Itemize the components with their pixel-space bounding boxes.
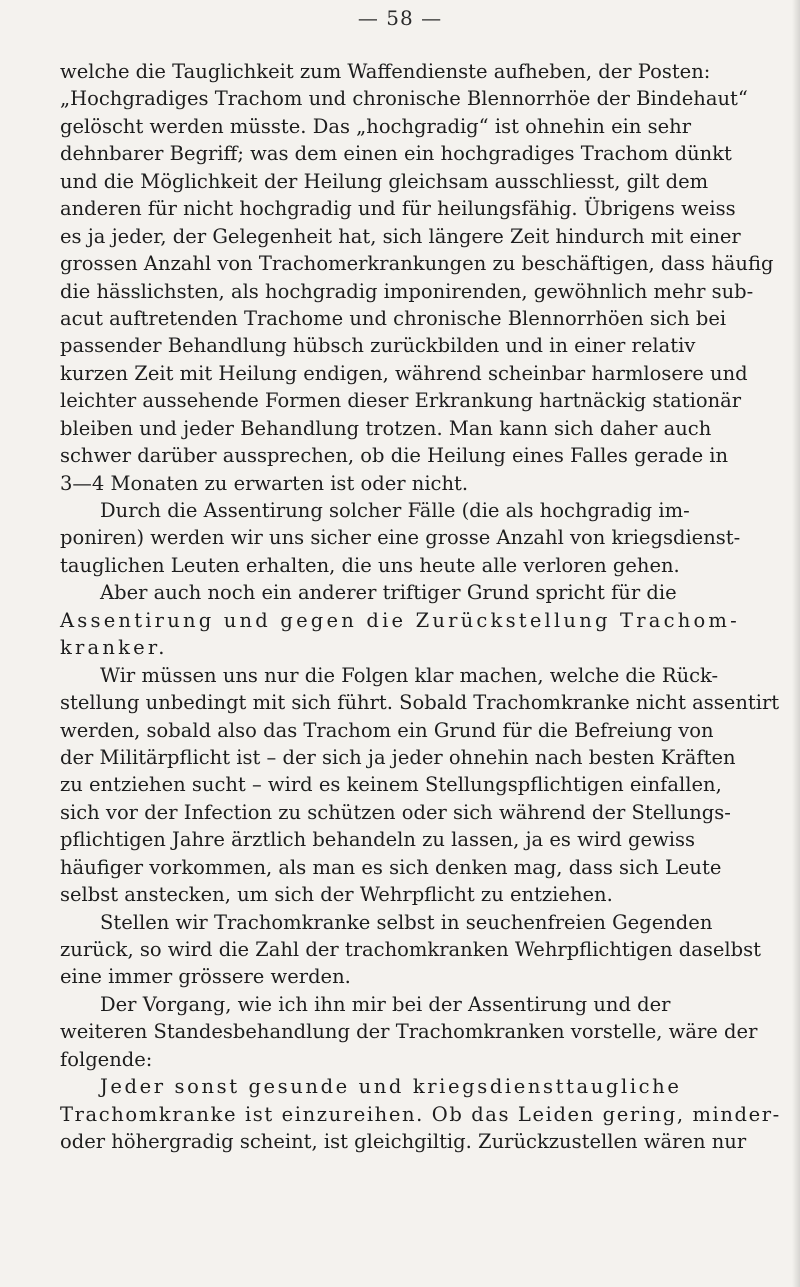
text-line: bleiben und jeder Behandlung trotzen. Man kann sich daher auch — [60, 416, 712, 440]
text-line: eine immer grössere werden. — [60, 965, 351, 989]
text-line: stellung unbedingt mit sich führt. Sobald Trachomkranke nicht assentirt — [60, 691, 780, 715]
spaced-emphasis-line: kranker. — [60, 636, 168, 660]
text-line: oder höhergradig scheint, ist gleichgiltig. Zurückzustellen wären nur — [60, 1130, 747, 1154]
text-line: „Hochgradiges Trachom und chronische Blennorrhöe der Bindehaut“ — [60, 87, 748, 111]
text-line: pflichtigen Jahre ärztlich behandeln zu lassen, ja es wird gewiss — [60, 828, 696, 852]
text-line: und die Möglichkeit der Heilung gleichsam ausschliesst, gilt dem — [60, 169, 709, 193]
spaced-emphasis-line: Jeder sonst gesunde und kriegsdiensttaugliche — [100, 1075, 682, 1099]
text-line: anderen für nicht hochgradig und für heilungsfähig. Übrigens weiss — [60, 197, 736, 221]
text-line: 3—4 Monaten zu erwarten ist oder nicht. — [60, 471, 469, 495]
text-line: zu entziehen sucht – wird es keinem Stellungspflichtigen einfallen, — [60, 773, 722, 797]
page-number: — 58 — — [357, 6, 443, 30]
paragraph-start-line: Stellen wir Trachomkranke selbst in seuchenfreien Gegenden — [100, 910, 713, 934]
text-line: tauglichen Leuten erhalten, die uns heute alle verloren gehen. — [60, 553, 680, 577]
text-line: schwer darüber aussprechen, ob die Heilung eines Falles gerade in — [60, 444, 729, 468]
text-line: leichter aussehende Formen dieser Erkrankung hartnäckig stationär — [60, 389, 742, 413]
paragraph-start-line: Wir müssen uns nur die Folgen klar machen, welche die Rück- — [100, 663, 719, 687]
text-line: häufiger vorkommen, als man es sich denken mag, dass sich Leute — [60, 855, 722, 879]
text-line: werden, sobald also das Trachom ein Grund für die Befreiung von — [60, 718, 714, 742]
text-line: sich vor der Infection zu schützen oder sich während der Stellungs- — [60, 800, 731, 824]
paragraph-start-line: Durch die Assentirung solcher Fälle (die als hochgradig im- — [100, 499, 690, 522]
text-line: gelöscht werden müsste. Das „hochgradig“ ist ohnehin ein sehr — [60, 114, 692, 138]
text-line: selbst anstecken, um sich der Wehrpflicht zu entziehen. — [60, 883, 613, 907]
body-text — [60, 58, 781, 1156]
text-line: der Militärpflicht ist – der sich ja jeder ohnehin nach besten Kräften — [60, 745, 736, 769]
spaced-emphasis-line: Assentirung und gegen die Zurückstellung Trachom- — [60, 608, 740, 632]
text-line: folgende: — [60, 1047, 153, 1071]
page-edge-shadow — [792, 0, 800, 1287]
paragraph-start-line: Aber auch noch ein anderer triftiger Grund spricht für die — [100, 581, 677, 605]
text-line: es ja jeder, der Gelegenheit hat, sich längere Zeit hindurch mit einer — [60, 224, 741, 248]
text-line: passender Behandlung hübsch zurückbilden und in einer relativ — [60, 334, 696, 358]
text-line: zurück, so wird die Zahl der trachomkranken Wehrpflichtigen daselbst — [60, 938, 761, 961]
text-line: weiteren Standesbehandlung der Trachomkranken vorstelle, wäre der — [60, 1020, 758, 1044]
text-line: welche die Tauglichkeit zum Waffendienste aufheben, der Posten: — [60, 60, 711, 83]
text-line: poniren) werden wir uns sicher eine grosse Anzahl von kriegsdienst- — [60, 526, 741, 550]
text-line: kurzen Zeit mit Heilung endigen, während scheinbar harmlosere und — [60, 361, 748, 385]
text-line: grossen Anzahl von Trachomerkrankungen zu beschäftigen, dass häufig — [60, 252, 774, 276]
text-line: die hässlichsten, als hochgradig imponirenden, gewöhnlich mehr sub- — [60, 279, 754, 303]
text-line: acut auftretenden Trachome und chronische Blennorrhöen sich bei — [60, 306, 727, 330]
text-line: dehnbarer Begriff; was dem einen ein hochgradiges Trachom dünkt — [60, 142, 732, 166]
paragraph-start-line: Der Vorgang, wie ich ihn mir bei der Assentirung und der — [100, 992, 671, 1016]
spaced-emphasis-line: Trachomkranke ist einzureihen. Ob das Leiden gering, minder- — [60, 1102, 781, 1126]
